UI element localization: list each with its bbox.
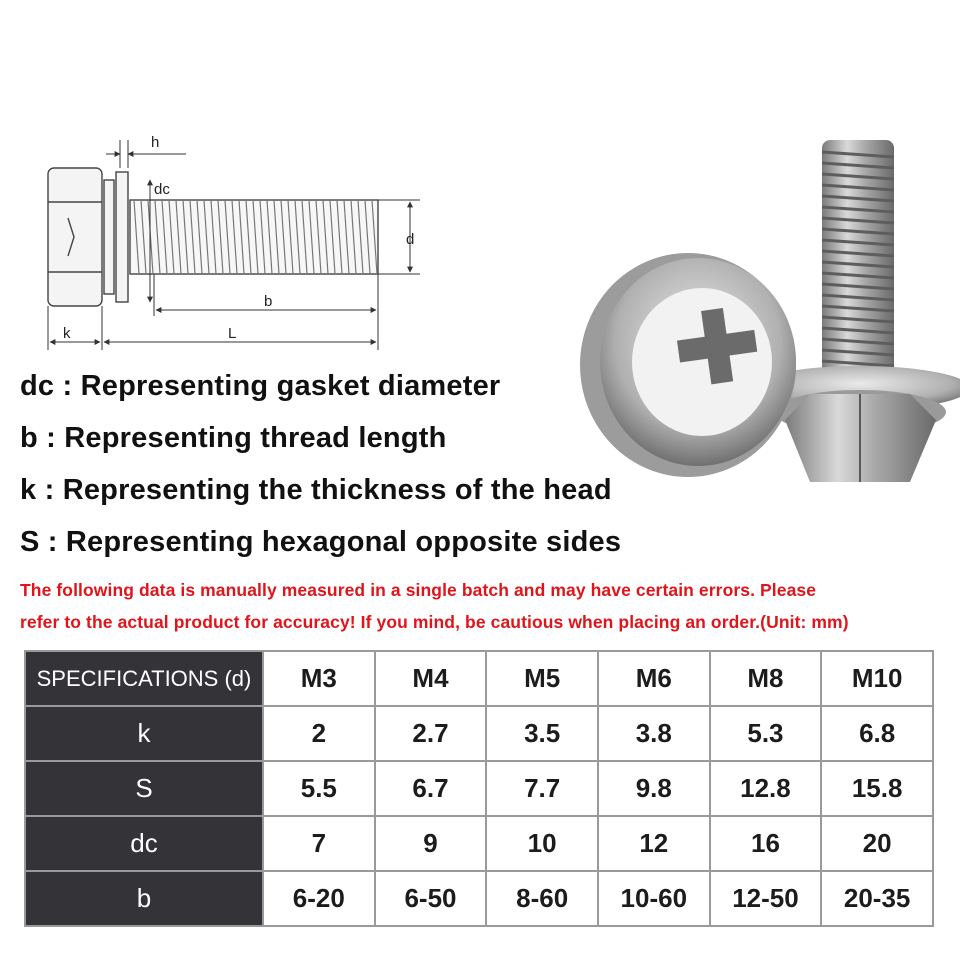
bolt-dimension-diagram <box>18 120 448 360</box>
table-cell: 10 <box>486 816 598 871</box>
table-cell: 5.3 <box>710 706 822 761</box>
table-cell: 15.8 <box>821 761 933 816</box>
table-cell: 7 <box>263 816 375 871</box>
size-header: M6 <box>598 651 710 706</box>
table-cell: 12.8 <box>710 761 822 816</box>
size-header: M8 <box>710 651 822 706</box>
table-cell: 12-50 <box>710 871 822 926</box>
table-cell: 8-60 <box>486 871 598 926</box>
header-label: SPECIFICATIONS (d) <box>25 651 263 706</box>
table-header-row <box>25 651 933 706</box>
table-cell: 12 <box>598 816 710 871</box>
table-cell: 2 <box>263 706 375 761</box>
notice-line-2: refer to the actual product for accuracy! If you mind, be cautious when placing an order.(Unit: mm) <box>20 612 849 632</box>
size-header: M4 <box>375 651 487 706</box>
label-k: k <box>63 325 71 342</box>
definition-k: k : Representing the thickness of the head <box>20 474 612 506</box>
table-cell: 16 <box>710 816 822 871</box>
table-cell: 5.5 <box>263 761 375 816</box>
table-cell: 9 <box>375 816 487 871</box>
definition-b: b : Representing thread length <box>20 422 447 454</box>
table-cell: 3.8 <box>598 706 710 761</box>
row-label: dc <box>25 816 263 871</box>
table-cell: 20 <box>821 816 933 871</box>
row-label: S <box>25 761 263 816</box>
table-cell: 6-50 <box>375 871 487 926</box>
table-cell: 20-35 <box>821 871 933 926</box>
label-h: h <box>151 134 160 151</box>
table-row <box>25 706 933 761</box>
table-cell: 9.8 <box>598 761 710 816</box>
table-row <box>25 761 933 816</box>
notice-line-1: The following data is manually measured in a single batch and may have certain errors. Please <box>20 580 817 600</box>
definition-dc: dc : Representing gasket diameter <box>20 370 501 402</box>
row-label: b <box>25 871 263 926</box>
measurement-notice <box>20 574 940 638</box>
table-cell: 6-20 <box>263 871 375 926</box>
label-L: L <box>228 325 237 342</box>
label-b: b <box>264 293 273 310</box>
definitions-list <box>20 366 720 574</box>
table-row <box>25 816 933 871</box>
label-dc: dc <box>154 181 170 198</box>
table-row <box>25 871 933 926</box>
table-cell: 10-60 <box>598 871 710 926</box>
size-header: M5 <box>486 651 598 706</box>
row-label: k <box>25 706 263 761</box>
table-cell: 6.7 <box>375 761 487 816</box>
table-cell: 2.7 <box>375 706 487 761</box>
size-header: M10 <box>821 651 933 706</box>
table-cell: 3.5 <box>486 706 598 761</box>
definition-s: S : Representing hexagonal opposite sides <box>20 526 622 558</box>
specifications-table <box>24 650 934 927</box>
table-cell: 7.7 <box>486 761 598 816</box>
label-d: d <box>406 231 415 248</box>
size-header: M3 <box>263 651 375 706</box>
table-cell: 6.8 <box>821 706 933 761</box>
